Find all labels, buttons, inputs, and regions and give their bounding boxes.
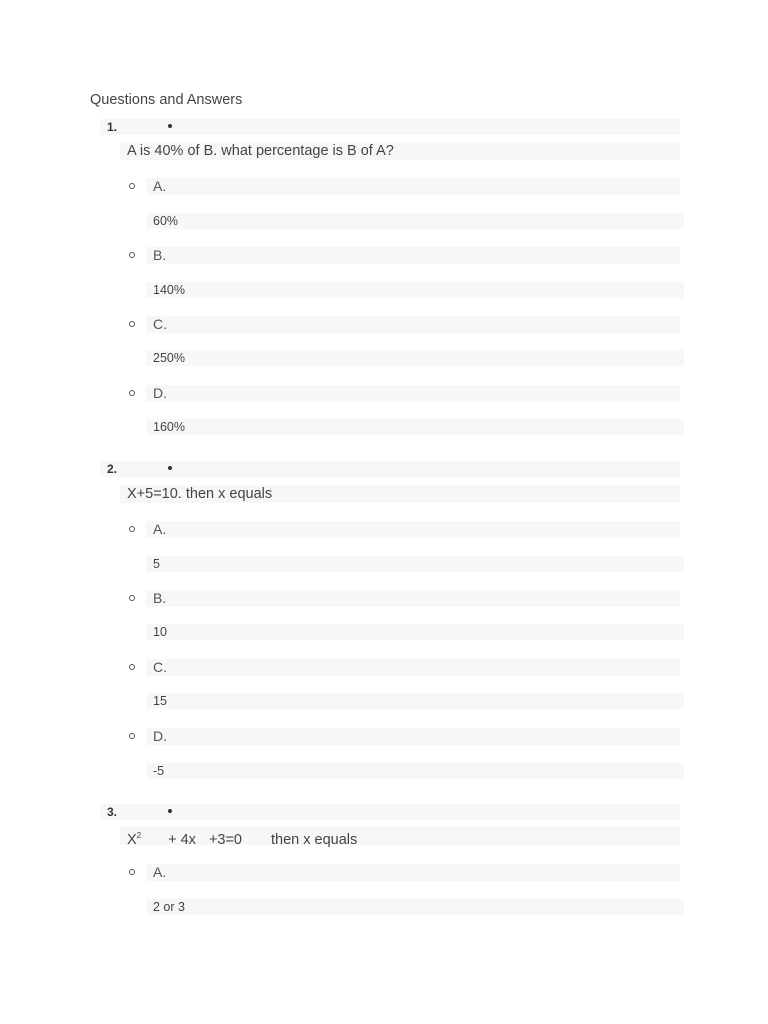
option-answer: [146, 282, 684, 298]
question-text-label: X+5=10. then x equals: [127, 486, 273, 502]
option-item[interactable]: [146, 385, 680, 402]
option-item[interactable]: [146, 659, 680, 676]
circle-bullet-icon: [129, 664, 135, 670]
option-item[interactable]: [146, 728, 680, 745]
option-label: C.: [153, 659, 167, 675]
option-label: D.: [153, 728, 167, 744]
bullet-icon: [184, 463, 189, 468]
option-answer-text: 15: [153, 694, 167, 708]
option-answer: [146, 419, 684, 435]
equation-suffix: then x equals: [271, 831, 358, 848]
option-item[interactable]: [146, 521, 680, 538]
question-number: 2.: [107, 462, 118, 476]
option-answer-text: 10: [153, 625, 167, 639]
question-text: [120, 485, 680, 503]
question-text-label: [127, 832, 357, 848]
option-answer: [146, 899, 684, 915]
circle-bullet-icon: [129, 526, 135, 532]
option-item[interactable]: [146, 316, 680, 333]
option-item[interactable]: [146, 590, 680, 607]
question-header: [100, 119, 680, 135]
circle-bullet-icon: [129, 390, 135, 396]
option-answer: [146, 763, 684, 779]
question-header: [100, 461, 680, 477]
option-item[interactable]: [146, 247, 680, 264]
question-text: [120, 142, 680, 160]
question-header: [100, 804, 680, 820]
option-answer-text: 140%: [153, 283, 185, 297]
page-title: Questions and Answers: [90, 92, 243, 108]
equation-variable: X: [127, 831, 137, 848]
option-label: B.: [153, 247, 167, 263]
option-answer-text: 2 or 3: [153, 900, 185, 914]
option-answer: [146, 624, 684, 640]
option-item[interactable]: [146, 864, 680, 881]
option-answer-text: 160%: [153, 420, 185, 434]
option-label: D.: [153, 385, 167, 401]
bullet-icon: [184, 806, 189, 811]
circle-bullet-icon: [129, 321, 135, 327]
option-item[interactable]: [146, 178, 680, 195]
circle-bullet-icon: [129, 733, 135, 739]
option-answer-text: 5: [153, 557, 160, 571]
equation-term: +3=0: [208, 831, 243, 848]
option-label: A.: [153, 178, 167, 194]
circle-bullet-icon: [129, 183, 135, 189]
option-label: B.: [153, 590, 167, 606]
circle-bullet-icon: [129, 595, 135, 601]
option-answer: [146, 350, 684, 366]
bullet-icon: [184, 121, 189, 126]
option-label: A.: [153, 521, 167, 537]
question-number: 3.: [107, 805, 118, 819]
option-answer-text: 60%: [153, 214, 179, 228]
question-text-label: A is 40% of B. what percentage is B of A?: [127, 143, 394, 159]
option-label: C.: [153, 316, 167, 332]
option-label: A.: [153, 864, 167, 880]
question-number: 1.: [107, 120, 118, 134]
circle-bullet-icon: [129, 869, 135, 875]
option-answer: [146, 693, 684, 709]
option-answer-text: -5: [153, 764, 165, 778]
question-text: [120, 827, 680, 848]
option-answer-text: 250%: [153, 351, 185, 365]
equation-term: + 4x: [168, 831, 196, 848]
option-answer: [146, 213, 684, 229]
circle-bullet-icon: [129, 252, 135, 258]
option-answer: [146, 556, 684, 572]
equation-exponent: 2: [136, 831, 142, 840]
